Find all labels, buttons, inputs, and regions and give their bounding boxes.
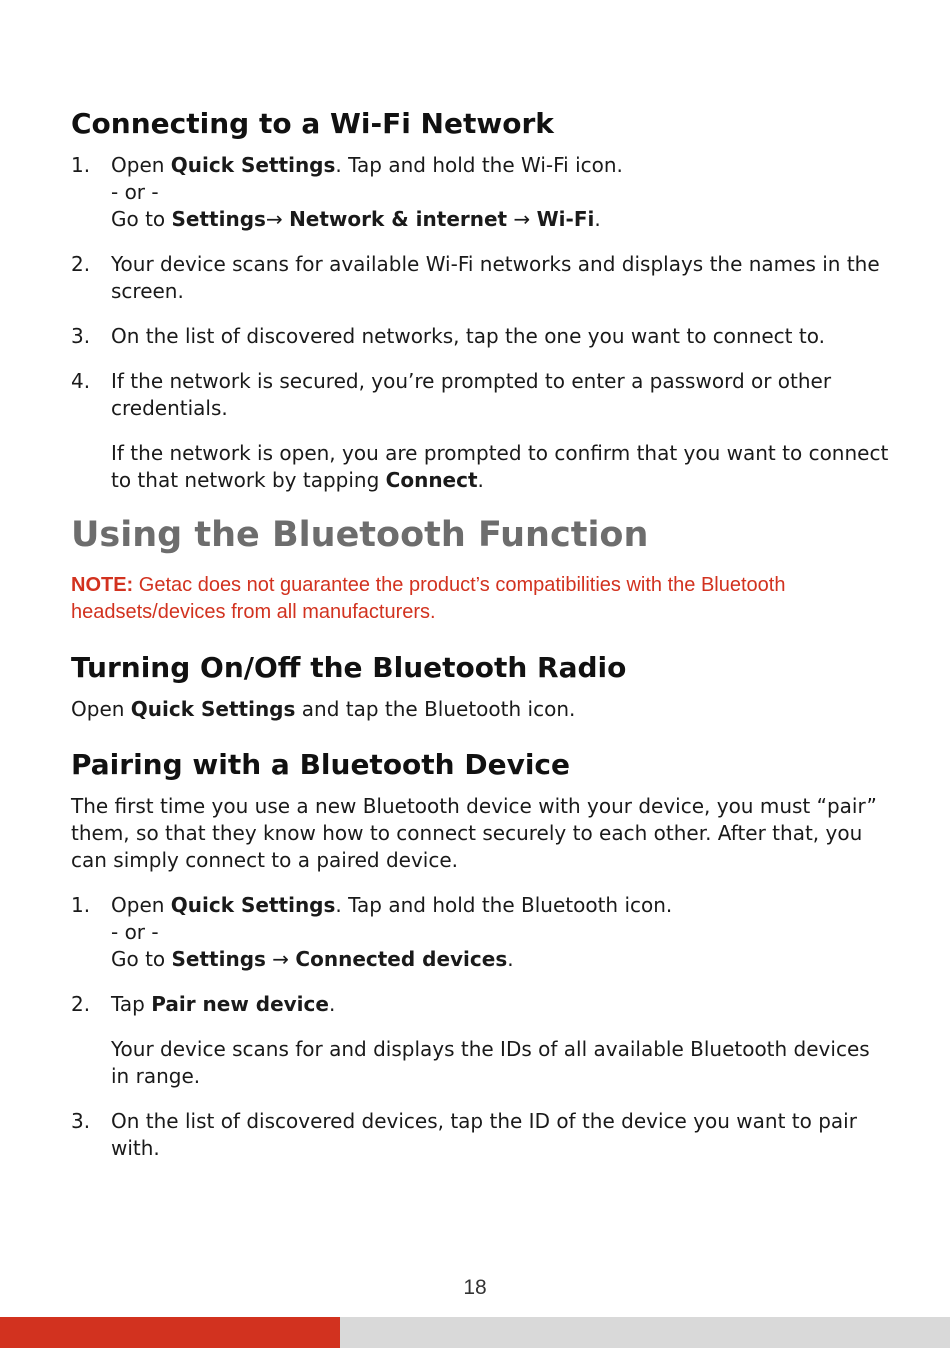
list-item [71,368,891,422]
compatibility-note [71,572,891,626]
step-number: 2. [71,992,91,1016]
step-text: On the list of discovered devices, tap the ID of the device you want to pair with. [111,1109,857,1160]
or-separator: - or - [111,920,159,944]
list-item [71,251,891,305]
pairing-intro: The first time you use a new Bluetooth device with your device, you must “pair” them, so that they know how to connect securely to each other. After that, you can simply connect to a paired device. [71,794,877,872]
quick-settings-label: Quick Settings [170,893,336,917]
list-item [71,323,891,350]
page-number: 18 [463,1276,487,1299]
step-number: 3. [71,324,91,348]
scan-note: Your device scans for and displays the IDs of all available Bluetooth devices in range. [111,1037,870,1088]
radio-section-heading: Turning On/Off the Bluetooth Radio [71,651,627,684]
connect-label: Connect [385,468,478,492]
note-text: Getac does not guarantee the product’s compatibilities with the Bluetooth headsets/devices from all manufacturers. [71,574,786,623]
step-number: 1. [71,893,91,917]
arrow-right-icon: → [265,207,290,231]
pair-new-device-label: Pair new device [151,992,329,1016]
quick-settings-label: Quick Settings [130,697,296,721]
step-text: On the list of discovered networks, tap the one you want to connect to. [111,324,825,348]
step-number: 1. [71,153,91,177]
wifi-section-heading: Connecting to a Wi-Fi Network [71,107,554,140]
document-page [71,104,891,1180]
list-item [71,152,891,233]
pairing-steps-list [71,892,891,1162]
step-text: If the network is secured, you’re prompted to enter a password or other credentials. [111,369,832,420]
settings-path: Go to Settings → Connected devices. [111,947,514,971]
list-item [71,1108,891,1162]
arrow-right-icon: → [265,947,296,971]
step-text: Open Quick Settings. Tap and hold the Wi-Fi icon. [111,153,623,177]
bluetooth-chapter-heading: Using the Bluetooth Function [71,515,649,555]
note-label: NOTE: [71,574,134,596]
step-number: 4. [71,369,91,393]
step-number: 3. [71,1109,91,1133]
settings-path: Go to Settings→ Network & internet → Wi-Fi. [111,207,601,231]
or-separator: - or - [111,180,159,204]
list-item [71,892,891,973]
arrow-right-icon: → [507,207,537,231]
step-text: Open Quick Settings. Tap and hold the Bluetooth icon. [111,893,673,917]
open-network-note: If the network is open, you are prompted to confirm that you want to connect to that network by tapping Connect. [111,441,889,492]
footer-accent-bar [0,1317,340,1348]
footer-bar [0,1317,950,1348]
step-number: 2. [71,252,91,276]
step-text: Tap Pair new device. [111,992,336,1016]
list-item [71,991,891,1018]
wifi-steps-list [71,152,891,494]
quick-settings-label: Quick Settings [170,153,336,177]
pairing-section-heading: Pairing with a Bluetooth Device [71,748,571,781]
radio-instructions: Open Quick Settings and tap the Bluetooth icon. [71,697,576,721]
step-text: Your device scans for available Wi-Fi networks and displays the names in the screen. [111,252,880,303]
